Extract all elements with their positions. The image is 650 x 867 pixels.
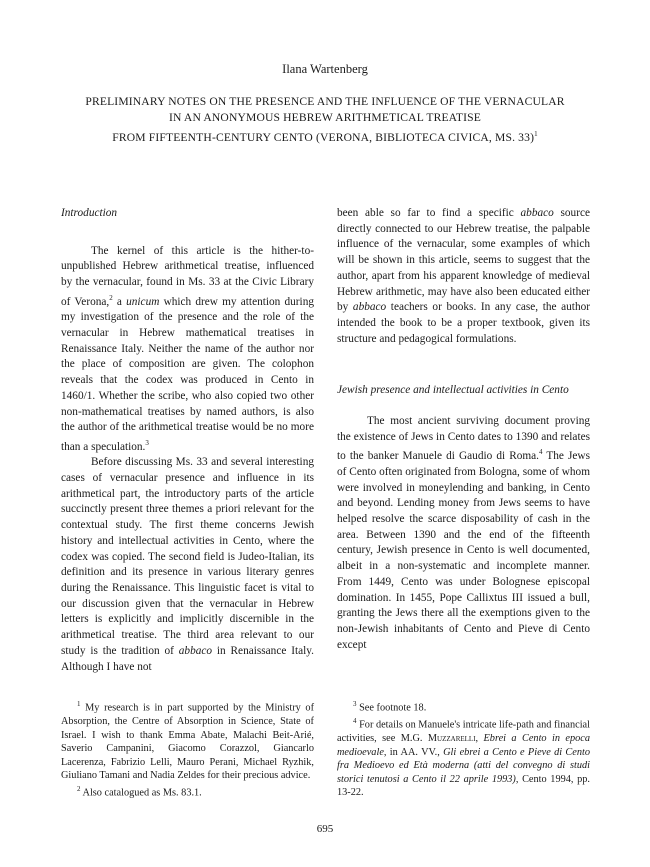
paragraph-jewish-presence [337, 414, 590, 653]
footnotes-left [61, 698, 314, 800]
rp2-text-b: The Jews of Cento often originated from Bologna, some of whom were involved in moneylending and banking, in Cento and beyond. Lending money from Jews seems to have helped resolve the scarce disposability of cash in the area. Between 1390 and the end of the fifteenth century, Jewish presence in Cento is well documented, albeit in a non-systematic and incomplete manner. From 1449, Cento was under Bolognese episcopal domination. In 1455, Pope Callixtus III issued a bull, granting the Jews there all the exemptions given to the non-Jewish inhabitants of Cento and Pieve di Cento except [337, 450, 590, 651]
rp2-text-a: The most ancient surviving document proving the existence of Jews in Cento dates to 1390 and relates to the banker Manuele di Gaudio di Roma. [337, 415, 590, 463]
footnote-4-text-b: , [475, 733, 484, 745]
footnote-ref-3: 3 [145, 438, 149, 447]
rp1-text-a: been able so far to find a specific [337, 207, 521, 219]
footnote-3 [337, 698, 590, 715]
footnote-ref-2: 2 [109, 293, 113, 302]
left-column [61, 206, 314, 675]
footnote-4-text-c: , in AA. VV., [383, 746, 444, 758]
footnote-3-number: 3 [353, 700, 357, 708]
footnote-4-number: 4 [353, 717, 357, 726]
title-line-3 [50, 126, 600, 146]
p2-text-a: Before discussing Ms. 33 and several interesting cases of vernacular presence and influence in its arithmetical part, the introductory parts of the article succinctly present three themes a priori relevant for the contextual study. The first theme concerns Jewish history and intellectual activities in Cento, where the codex was copied. The second field is Judeo-Italian, its definition and its presence in various literary genres during the Renaissance. This linguistic facet is vital to our discussion given that the vernacular in Hebrew letters is explicitly and implicitly discernible in the arithmetical treatise. The third area relevant to our study is the tradition of [61, 456, 314, 657]
p2-emphasis: abbaco [178, 644, 213, 657]
footnote-1-text: My research is in part supported by the Ministry of Absorption, the Centre of Absorption in Science, State of Israel. I wish to thank Emma Abate, Malachi Beit-Arié, Saverio Campanini, Giacomo Corazzol, Giancarlo Lacerenza, Fabrizio Lelli, Mauro Perani, Michael Ryzhik, Giuliano Tamani and Nadia Zeldes for their precious advice. [61, 702, 314, 782]
title-footnote-ref: 1 [534, 130, 538, 138]
footnote-4-text-d: , Cento 1994, pp. 13-22. [337, 773, 590, 799]
footnote-ref-4: 4 [539, 448, 543, 457]
author-name: Ilana Wartenberg [282, 62, 368, 76]
rp1-emphasis-2: abbaco [352, 301, 387, 314]
footnotes-right [337, 698, 590, 800]
footnote-4 [337, 715, 590, 800]
section-heading-jewish-presence: Jewish presence and intellectual activities in Cento [337, 384, 569, 397]
footnote-4-work-title: Ebrei a Cento in epoca medioevale [337, 733, 590, 758]
article-title [50, 94, 600, 146]
paragraph-continued [337, 206, 590, 347]
title-line-2: IN AN ANONYMOUS HEBREW ARITHMETICAL TREATISE [168, 111, 481, 124]
section-heading-introduction: Introduction [61, 207, 118, 219]
footnote-1 [61, 698, 314, 783]
p2-text-b: in Renaissance Italy. Although I have not [61, 644, 314, 673]
footnote-4-text-a: For details on Manuele's intricate life-path and financial activities, see M.G. [337, 719, 590, 745]
rp1-text-c: teachers or books. In any case, the author intended the book to be a proper textbook, given its structure and pedagogical formulations. [337, 301, 591, 345]
p1-text-a: The kernel of this article is the hither-to-unpublished Hebrew arithmetical treatise, influenced by the vernacular, found in Ms. 33 at the Civic Library of Verona, [61, 244, 314, 308]
title-line-3-text: FROM FIFTEENTH-CENTURY CENTO (VERONA, BIBLIOTECA CIVICA, MS. 33) [112, 130, 535, 144]
paragraph-intro-2 [61, 455, 314, 675]
footnote-1-number: 1 [77, 700, 81, 708]
p1-emphasis: unicum [126, 295, 160, 308]
footnote-2-number: 2 [77, 784, 81, 793]
right-column [337, 206, 590, 653]
p1-text-b: a [112, 295, 127, 308]
footnote-4-author: Muzzarelli [427, 733, 476, 745]
page-number: 695 [316, 823, 334, 835]
rp1-emphasis-1: abbaco [520, 207, 554, 219]
footnote-2 [61, 783, 314, 800]
paragraph-intro-1 [61, 244, 314, 456]
p1-text-c: which drew my attention during my investigation of the presence and the role of the vernacular in Hebrew mathematical treatises in Renaissance Italy. Neither the name of the author nor the place of composition are given. The colophon reveals that the codex was produced in Cento in 1460/1. Whether the scribe, who also copied two other non-mathematical treatises by named authors, is also the author of the arithmetical treatise would be no more than a speculation. [61, 295, 314, 453]
title-line-1: PRELIMINARY NOTES ON THE PRESENCE AND THE INFLUENCE OF THE VERNACULAR [85, 95, 565, 108]
footnote-4-volume-title: Gli ebrei a Cento e Pieve di Cento fra Medioevo ed Età moderna (atti del convegno di studi storici tenutosi a Cento il 22 aprile 1993) [337, 746, 591, 785]
rp1-text-b: source directly connected to our Hebrew treatise, the palpable influence of the vernacular, some examples of which will be shown in this article, seems to suggest that the author, apart from his apparent knowledge of medieval Hebrew arithmetic, may have also been educated either by [337, 207, 590, 314]
footnote-2-text: Also catalogued as Ms. 83.1. [80, 787, 202, 799]
footnote-3-text: See footnote 18. [356, 702, 427, 714]
